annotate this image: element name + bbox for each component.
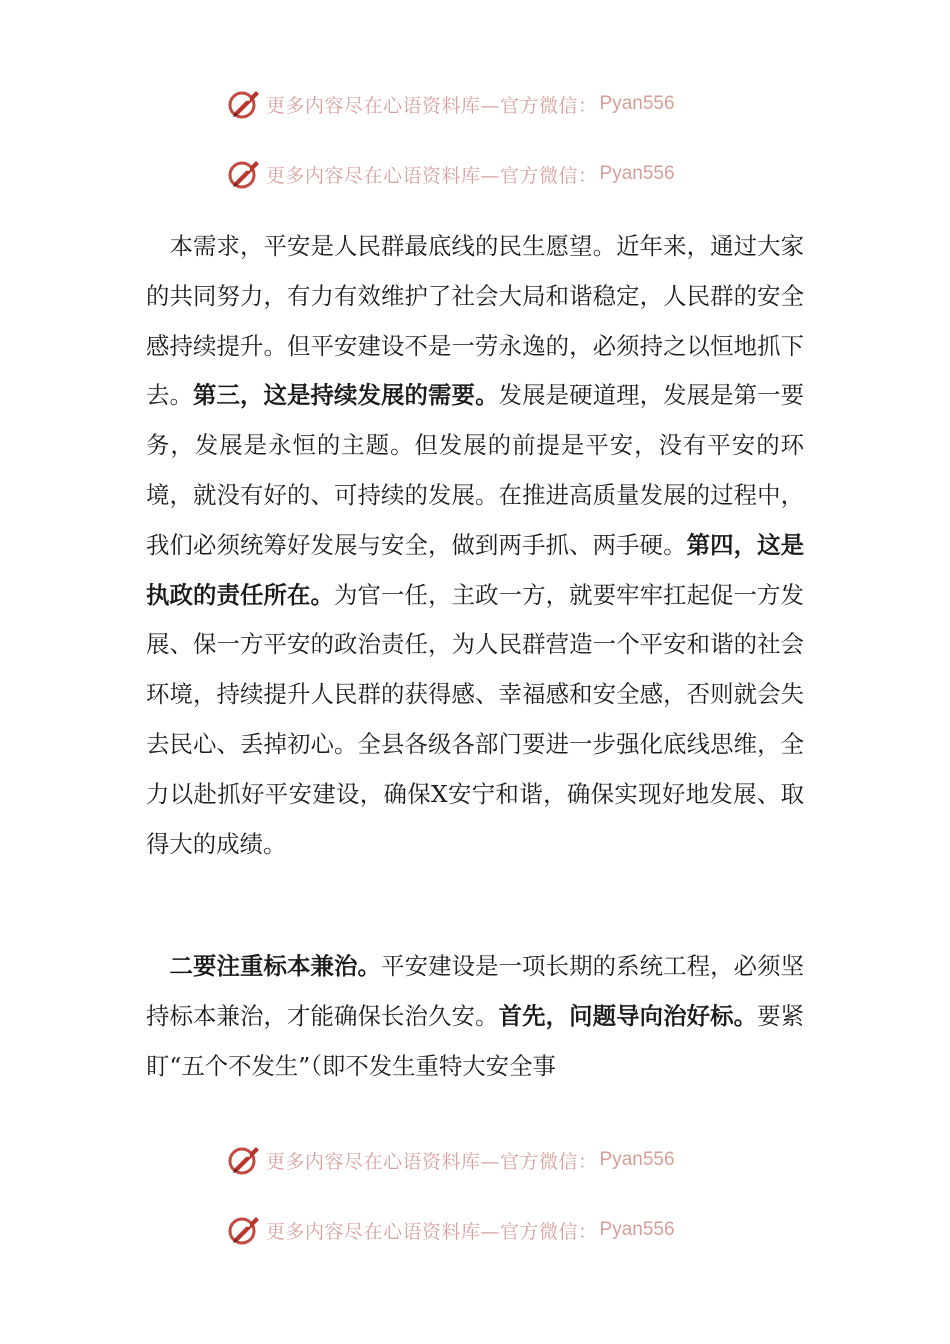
text-segment: 为官一任，主政一方，就要牢牢扛起促一方发展、保一方平安的政治责任，为人民群营造一个平安和谐的社会环境，持续提升人民群的获得感、幸福感和安全感，否则就会失去民心、丢掉初心。全县各级各部门要进一步强化底线思维，全力以赴抓好平安建设，确保X安宁和谐，确保实现好地发展、取得大的成绩。	[146, 580, 805, 858]
pen-circle-logo-icon	[226, 156, 262, 192]
text-segment: 平安建设是一项长期的系统工程，必须坚持标本兼治，才能确保长治久安。	[146, 952, 805, 1030]
watermark-header-1	[226, 86, 675, 122]
pen-circle-logo-icon	[226, 1212, 262, 1248]
body-paragraph-1	[146, 222, 804, 869]
text-segment: 本需求，平安是人民群最底线的民生愿望。近年来，通过大家的共同努力，有力有效维护了社会大局和谐稳定，人民群的安全感持续提升。但平安建设不是一劳永逸的，必须持之以恒地抓下去。	[146, 232, 804, 410]
bold-heading-segment: 二要注重标本兼治。	[169, 952, 382, 980]
pen-circle-logo-icon	[226, 86, 262, 122]
text-segment	[146, 952, 170, 980]
watermark-text: 更多内容尽在心语资料库—官方微信：	[266, 1220, 598, 1243]
bold-heading-segment: 首先，问题导向治好标。	[498, 1001, 758, 1030]
pen-circle-logo-icon	[226, 1142, 262, 1178]
watermark-footer-2	[226, 1212, 675, 1248]
watermark-account: Pyan556	[599, 163, 675, 184]
watermark-header-2	[226, 156, 675, 192]
bold-heading-segment: 第三，这是持续发展的需要。	[193, 381, 499, 410]
body-paragraph-2	[146, 942, 804, 1091]
watermark-text: 更多内容尽在心语资料库—官方微信：	[266, 94, 598, 117]
watermark-text: 更多内容尽在心语资料库—官方微信：	[266, 164, 598, 187]
watermark-text: 更多内容尽在心语资料库—官方微信：	[266, 1150, 598, 1173]
watermark-account: Pyan556	[599, 1149, 675, 1170]
bold-heading-segment: 第四，这是执政的责任所在。	[146, 530, 805, 609]
watermark-footer-1	[226, 1142, 675, 1178]
text-segment: 要紧盯“五个不发生”（即不发生重特大安全事	[146, 1001, 805, 1080]
watermark-account: Pyan556	[599, 1219, 675, 1240]
text-segment: 发展是硬道理，发展是第一要务，发展是永恒的主题。但发展的前提是平安，没有平安的环境，就没有好的、可持续的发展。在推进高质量发展的过程中，我们必须统筹好发展与安全，做到两手抓、两手硬。	[146, 381, 805, 559]
watermark-account: Pyan556	[599, 93, 675, 114]
